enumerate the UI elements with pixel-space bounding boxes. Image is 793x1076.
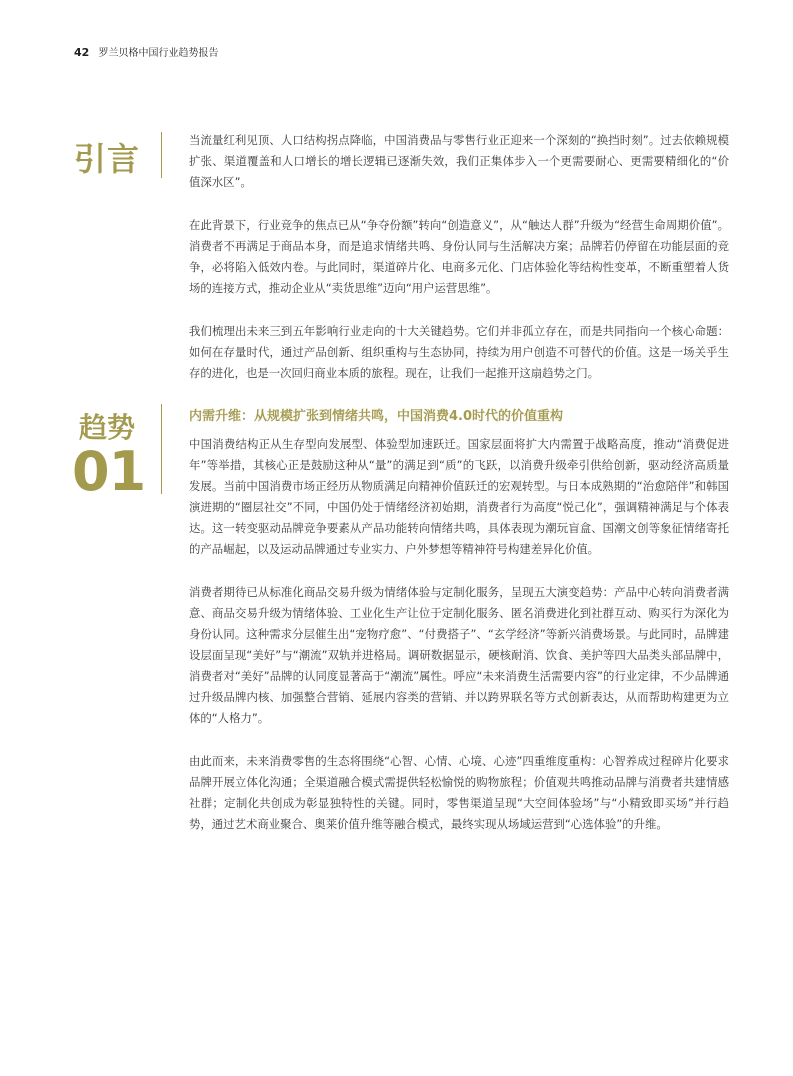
intro-paragraph-2: 在此背景下，行业竞争的焦点已从“争夺份额”转向“创造意义”，从“触达人群”升级为“经营生命周期价值”。消费者不再满足于商品本身，而是追求情绪共鸣、身份认同与生活解决方案；品牌若仍停留在功能层面的竞争，必将陷入低效内卷。与此同时，渠道碎片化、电商多元化、门店体验化等结构性变革，不断重塑着人货场的连接方式，推动企业从“卖货思维”迈向“用户运营思维”。: [189, 218, 729, 295]
trend-number: 01: [72, 440, 146, 503]
page-header: [74, 44, 219, 59]
intro-divider: [161, 132, 162, 178]
trend-label: 趋势: [78, 411, 135, 444]
trend-section: [189, 406, 729, 857]
trend-divider: [161, 404, 162, 494]
page-number: 42: [74, 46, 90, 59]
intro-paragraph-1: 当流量红利见顶、人口结构拐点降临，中国消费品与零售行业正迎来一个深刻的“换挡时刻”。过去依赖规模扩张、渠道覆盖和人口增长的增长逻辑已逐渐失效，我们正集体步入一个更需要耐心、更需要精细化的“价值深水区”。: [189, 133, 729, 189]
intro-label: 引言: [74, 140, 141, 178]
trend-paragraph-1: 中国消费结构正从生存型向发展型、体验型加速跃迁。国家层面将扩大内需置于战略高度，推动“消费促进年”等举措，其核心正是鼓励这种从“量”的满足到“质”的飞跃，以消费升级牵引供给创新，驱动经济高质量发展。当前中国消费市场正经历从物质满足向精神价值跃迁的宏观转型。与日本成熟期的“治愈陪伴”和韩国演进期的“圈层社交”不同，中国仍处于情绪经济初始期，消费者行为高度“悦己化”，强调精神满足与个体表达。这一转变驱动品牌竞争要素从产品功能转向情绪共鸣，具体表现为潮玩盲盒、国潮文创等象征情绪寄托的产品崛起，以及运动品牌通过专业实力、户外梦想等精神符号构建差异化价值。: [189, 437, 729, 556]
intro-section: [189, 130, 729, 406]
trend-paragraph-3: 由此而来，未来消费零售的生态将围绕“心智、心情、心境、心迹”四重维度重构：心智养成过程碎片化要求品牌开展立体化沟通；全渠道融合模式需提供轻松愉悦的购物旅程；价值观共鸣推动品牌与消费者共建情感社群；定制化共创成为彰显独特性的关键。同时，零售渠道呈现“大空间体验场”与“小精致即买场”并行趋势，通过艺术商业聚合、奥莱价值升维等融合模式，最终实现从场域运营到“心选体验”的升维。: [189, 754, 729, 831]
trend-paragraph-2: 消费者期待已从标准化商品交易升级为情绪体验与定制化服务，呈现五大演变趋势：产品中心转向消费者满意、商品交易升级为情绪体验、工业化生产让位于定制化服务、匿名消费进化到社群互动、购买行为深化为身份认同。这种需求分层催生出“宠物疗愈”、“付费搭子”、“玄学经济”等新兴消费场景。与此同时，品牌建设层面呈现“美好”与“潮流”双轨并进格局。调研数据显示，硬核耐消、饮食、美护等四大品类头部品牌中，消费者对“美好”品牌的认同度显著高于“潮流”属性。呼应“未来消费生活需要内容”的行业定律，不少品牌通过升级品牌内核、加强整合营销、延展内容类的营销、并以跨界联名等方式创新表达，从而帮助构建更为立体的“人格力”。: [189, 585, 729, 725]
intro-paragraph-3: 我们梳理出未来三到五年影响行业走向的十大关键趋势。它们并非孤立存在，而是共同指向一个核心命题：如何在存量时代，通过产品创新、组织重构与生态协同，持续为用户创造不可替代的价值。这是一场关乎生存的进化，也是一次回归商业本质的旅程。现在，让我们一起推开这扇趋势之门。: [189, 324, 729, 380]
report-title: 罗兰贝格中国行业趋势报告: [98, 48, 219, 59]
trend-title: 内需升维：从规模扩张到情绪共鸣，中国消费4.0时代的价值重构: [189, 409, 564, 424]
